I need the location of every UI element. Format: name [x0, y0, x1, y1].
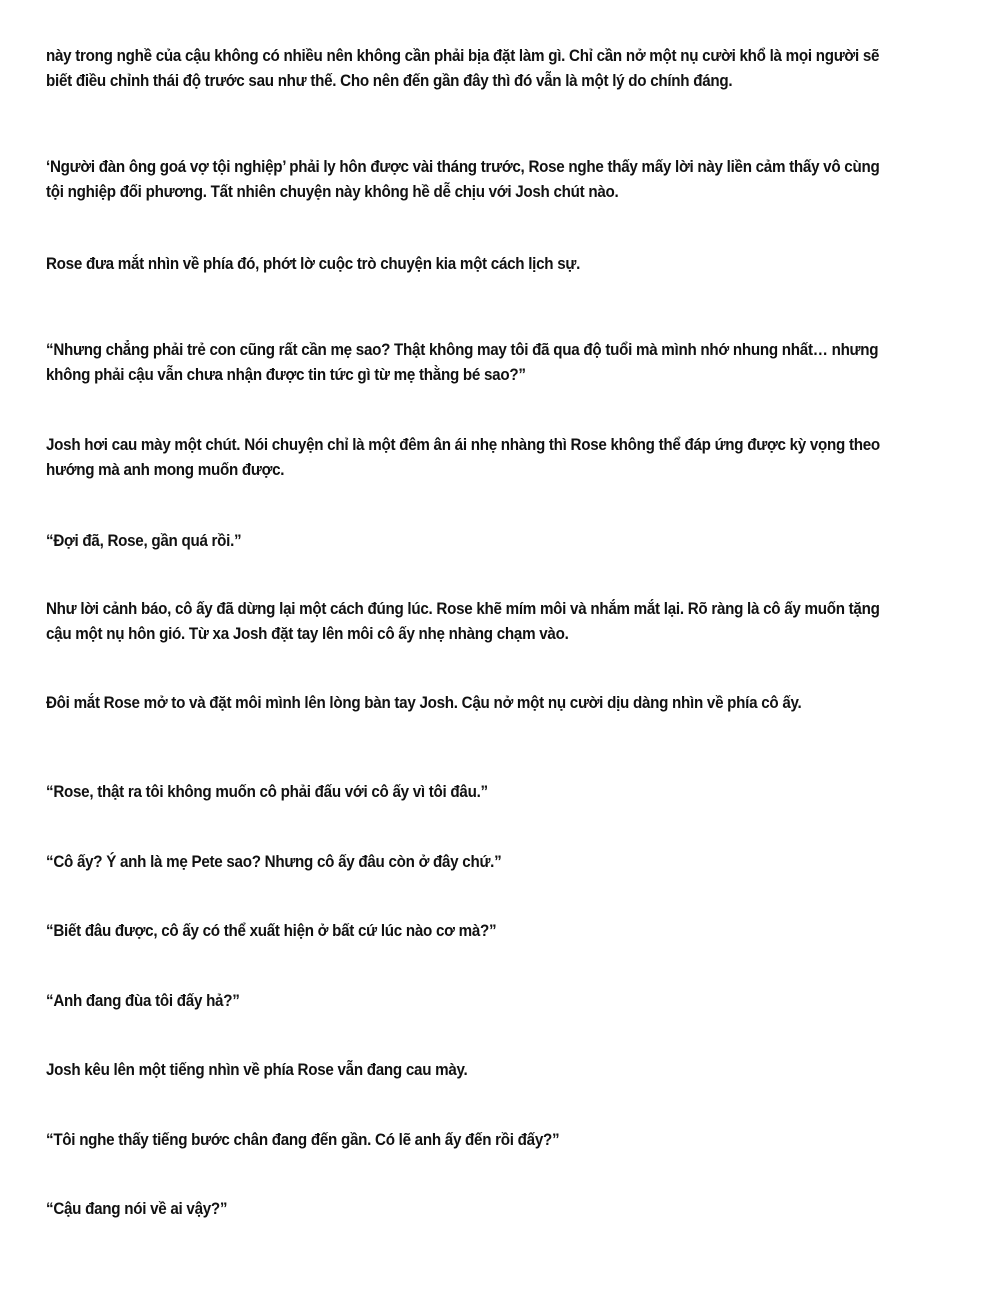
- paragraph-13: Josh kêu lên một tiếng nhìn về phía Rose vẫn đang cau mày.: [46, 1061, 468, 1079]
- paragraph-6: “Đợi đã, Rose, gần quá rồi.”: [46, 532, 242, 550]
- paragraph-3: Rose đưa mắt nhìn về phía đó, phớt lờ cuộc trò chuyện kia một cách lịch sự.: [46, 255, 581, 273]
- paragraph-5: Josh hơi cau mày một chút. Nói chuyện chỉ là một đêm ân ái nhẹ nhàng thì Rose không thể đáp ứng được kỳ vọng theo hướng mà anh mong muốn được.: [46, 436, 880, 479]
- paragraph-8: Đôi mắt Rose mở to và đặt môi mình lên lòng bàn tay Josh. Cậu nở một nụ cười dịu dàng nhìn về phía cô ấy.: [46, 694, 802, 712]
- paragraph-7: Như lời cảnh báo, cô ấy đã dừng lại một cách đúng lúc. Rose khẽ mím môi và nhắm mắt lại. Rõ ràng là cô ấy muốn tặng cậu một nụ hôn gió. Từ xa Josh đặt tay lên môi cô ấy nhẹ nhàng chạm vào.: [46, 600, 880, 643]
- paragraph-1: này trong nghề của cậu không có nhiều nên không cần phải bịa đặt làm gì. Chỉ cần nở một nụ cười khổ là mọi người sẽ biết điều chỉnh thái độ trước sau như thế. Cho nên đến gần đây thì đó vẫn là một lý do chính đáng.: [46, 47, 880, 90]
- paragraph-2: ‘Người đàn ông goá vợ tội nghiệp’ phải ly hôn được vài tháng trước, Rose nghe thấy mấy lời này liền cảm thấy vô cùng tội nghiệp đối phương. Tất nhiên chuyện này không hề dễ chịu với Josh chút nào.: [46, 158, 880, 201]
- paragraph-4: “Nhưng chẳng phải trẻ con cũng rất cần mẹ sao? Thật không may tôi đã qua độ tuổi mà mình nhớ nhung nhất… nhưng không phải cậu vẫn chưa nhận được tin tức gì từ mẹ thằng bé sao?”: [46, 341, 879, 384]
- paragraph-9: “Rose, thật ra tôi không muốn cô phải đấu với cô ấy vì tôi đâu.”: [46, 783, 488, 801]
- paragraph-11: “Biết đâu được, cô ấy có thể xuất hiện ở bất cứ lúc nào cơ mà?”: [46, 922, 497, 940]
- paragraph-10: “Cô ấy? Ý anh là mẹ Pete sao? Nhưng cô ấy đâu còn ở đây chứ.”: [46, 853, 502, 871]
- paragraph-14: “Tôi nghe thấy tiếng bước chân đang đến gần. Có lẽ anh ấy đến rồi đấy?”: [46, 1131, 560, 1149]
- paragraph-15: “Cậu đang nói về ai vậy?”: [46, 1200, 228, 1218]
- paragraph-12: “Anh đang đùa tôi đấy hả?”: [46, 992, 240, 1010]
